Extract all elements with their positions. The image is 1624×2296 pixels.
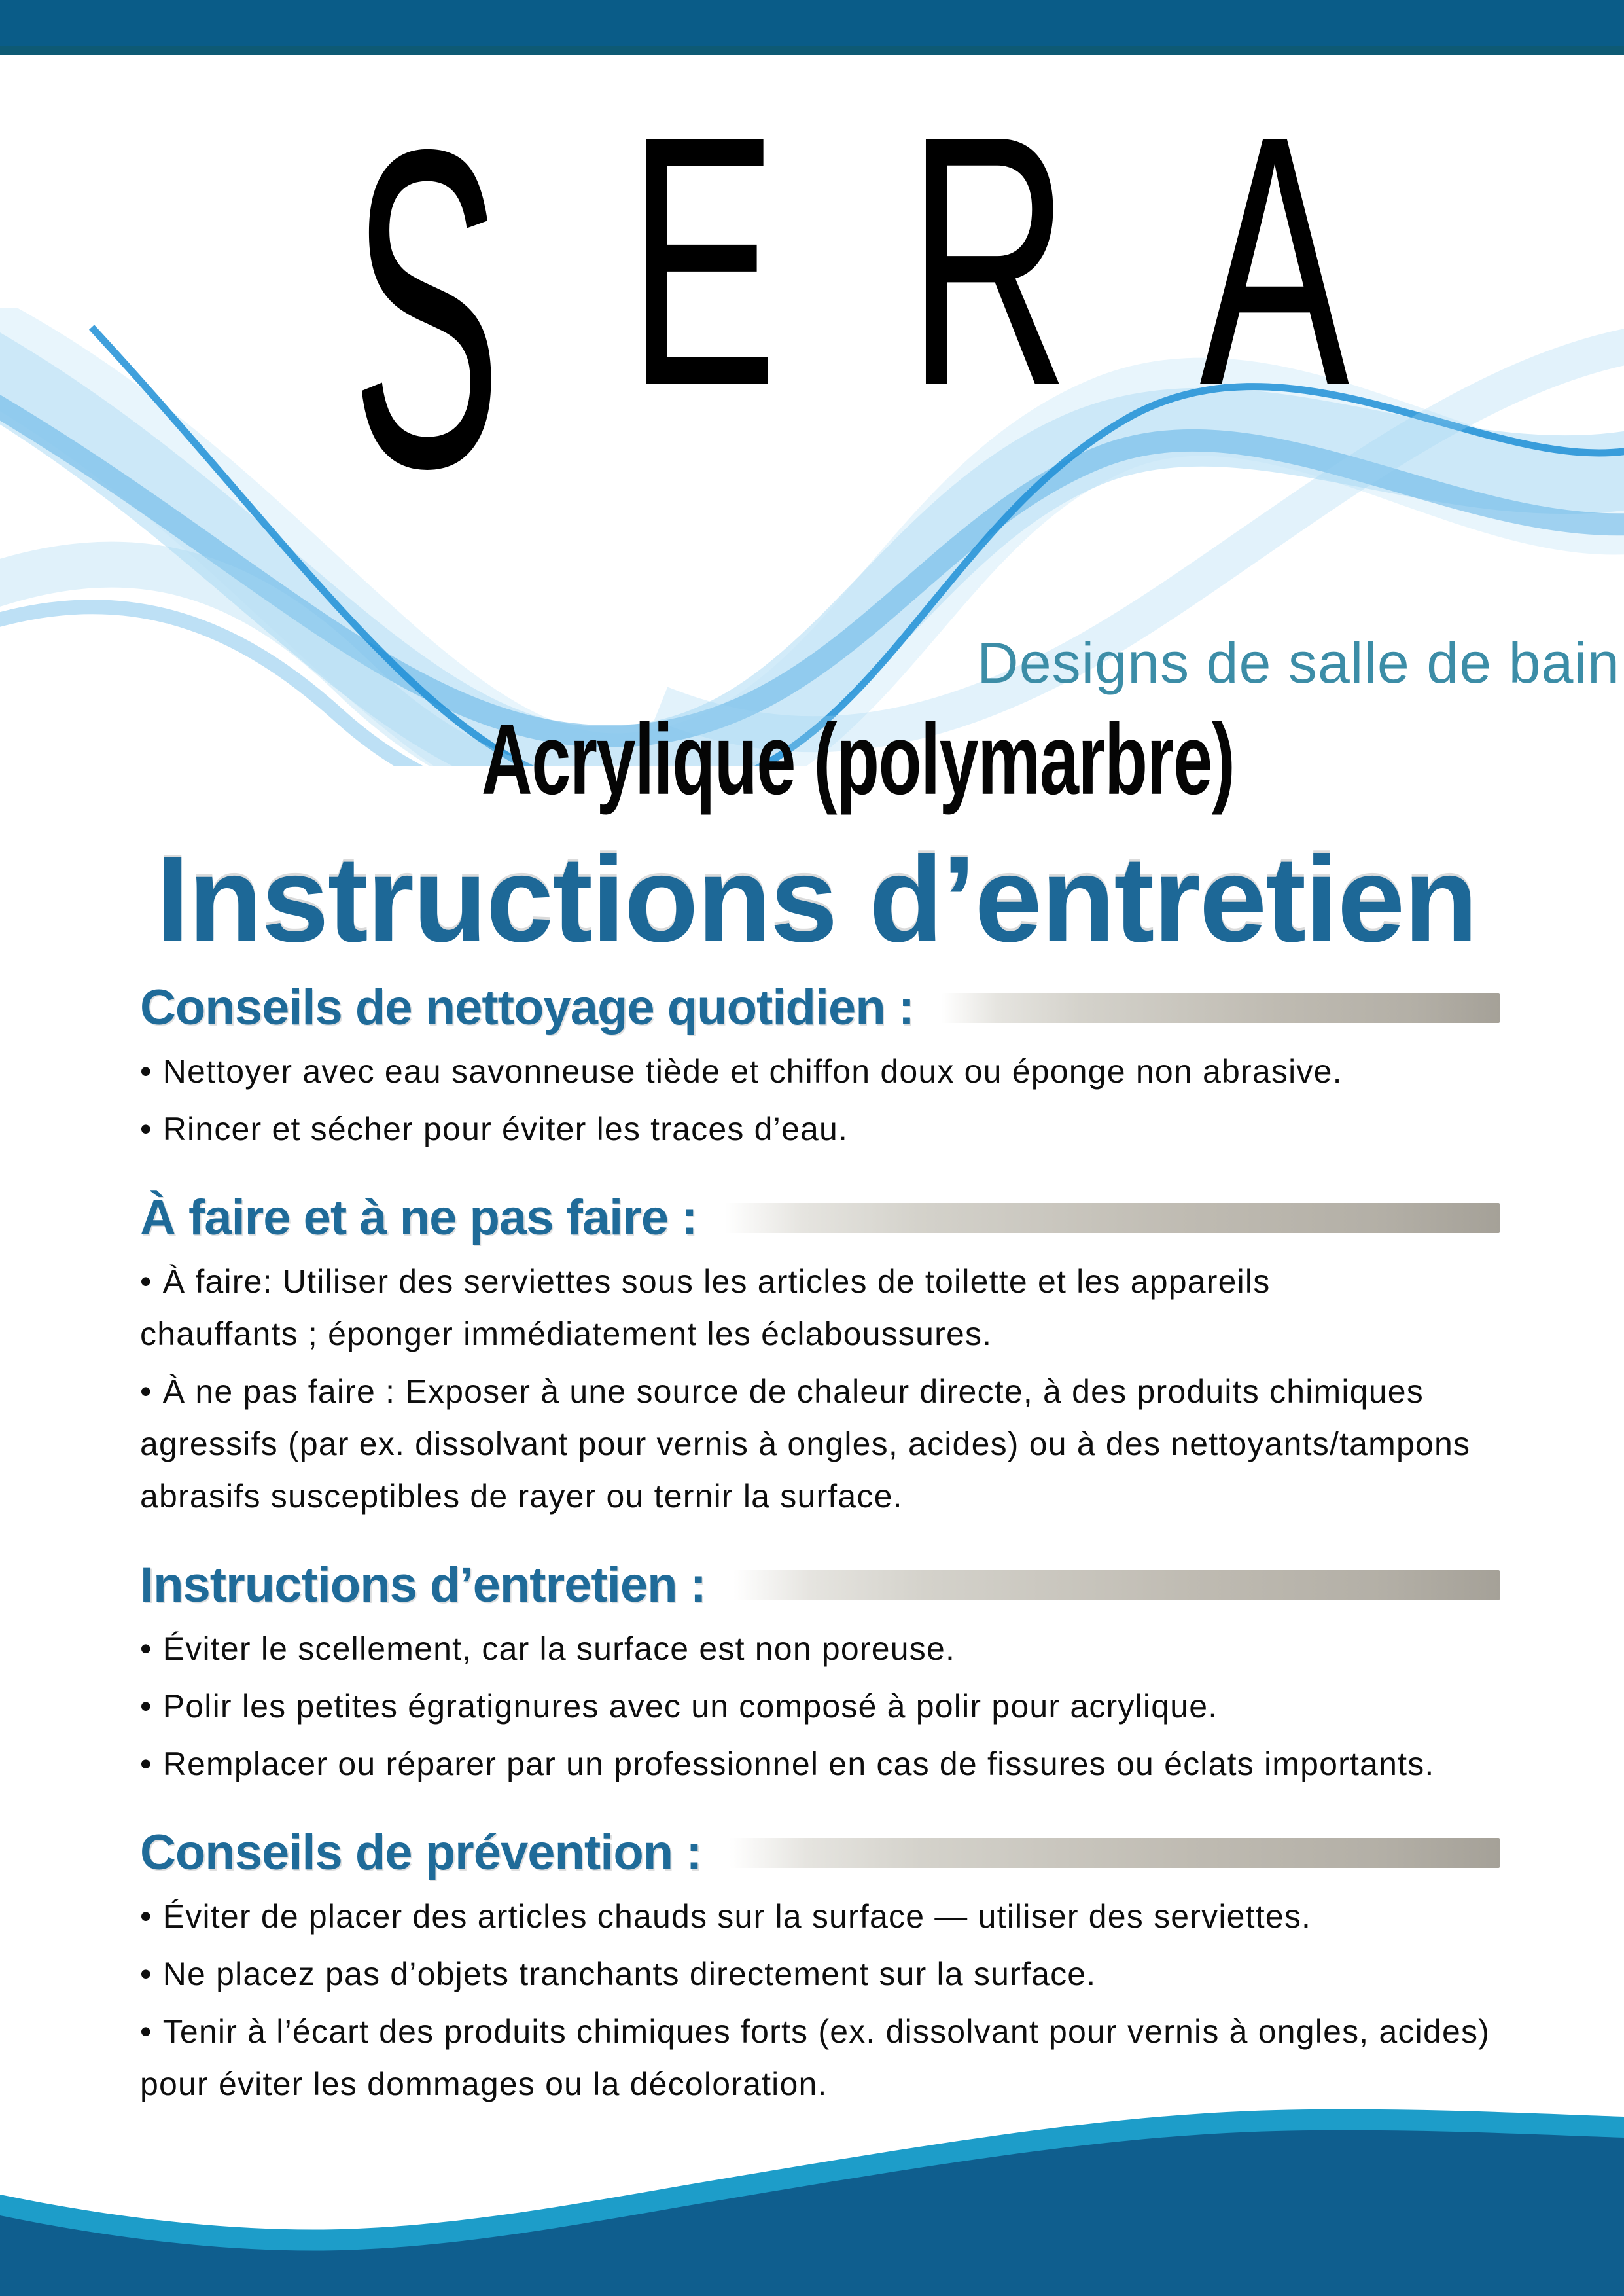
brand-tagline: Designs de salle de bain: [977, 630, 1620, 695]
bullet-line: [140, 2005, 1598, 2058]
heading-rule: [725, 1203, 1500, 1233]
bullet-text: Remplacer ou réparer par un professionnel en cas de fissures ou éclats importants.: [162, 1746, 1435, 1782]
bullet-icon: •: [140, 2013, 152, 2050]
care-instructions: [140, 979, 1598, 2110]
bullet-icon: •: [140, 1053, 152, 1090]
top-accent-bar: [0, 0, 1624, 55]
bullet-line: [140, 1623, 1598, 1675]
section-heading: Conseils de prévention :: [140, 1825, 702, 1880]
bullet-text: Ne placez pas d’objets tranchants directement sur la surface.: [162, 1956, 1097, 1992]
section-heading-row: [140, 1189, 1598, 1246]
bullet-line: [140, 1045, 1598, 1098]
section-heading: À faire et à ne pas faire :: [140, 1190, 697, 1246]
heading-rule: [733, 1570, 1500, 1600]
bullet-continuation-line: [140, 1418, 1598, 1470]
bullet-icon: •: [140, 1263, 152, 1300]
material-subtitle-text: Acrylique (polymarbre): [481, 703, 1235, 816]
page-title: Instructions d’entretien: [156, 832, 1477, 967]
bullet-text: abrasifs susceptibles de rayer ou ternir la surface.: [140, 1478, 903, 1515]
bullet-continuation-line: [140, 1308, 1598, 1360]
bullet-text: Éviter de placer des articles chauds sur la surface — utiliser des serviettes.: [162, 1898, 1312, 1935]
logo-letter-s: S: [351, 56, 502, 562]
bullet-text: Éviter le scellement, car la surface est non poreuse.: [162, 1630, 956, 1667]
bullet-continuation-line: [140, 1470, 1598, 1522]
bullet-icon: •: [140, 1630, 152, 1667]
bullet-icon: •: [140, 1688, 152, 1725]
bullet-line: [140, 1738, 1598, 1790]
bullet-text: pour éviter les dommages ou la décoloration.: [140, 2066, 828, 2102]
material-subtitle: [0, 702, 1624, 815]
brand-logo: [308, 56, 1394, 562]
logo-letter-e: E: [627, 62, 778, 460]
bullet-icon: •: [140, 1898, 152, 1935]
bullet-line: [140, 1255, 1598, 1308]
heading-rule: [942, 993, 1500, 1023]
bullet-line: [140, 1680, 1598, 1732]
bullet-line: [140, 1948, 1598, 2000]
bullet-text: À ne pas faire : Exposer à une source de chaleur directe, à des produits chimiques: [162, 1373, 1424, 1410]
logo-letter-r: R: [908, 62, 1070, 460]
bullet-text: Nettoyer avec eau savonneuse tiède et chiffon doux ou éponge non abrasive.: [162, 1053, 1343, 1090]
bullet-text: agressifs (par ex. dissolvant pour vernis à ongles, acides) ou à des nettoyants/tampons: [140, 1426, 1471, 1462]
logo-letter-a: A: [1199, 62, 1350, 460]
bullet-text: Tenir à l’écart des produits chimiques forts (ex. dissolvant pour vernis à ongles, acides): [162, 2013, 1491, 2050]
bullet-line: [140, 1890, 1598, 1943]
section-heading-row: [140, 1556, 1598, 1613]
bullet-text: chauffants ; éponger immédiatement les éclaboussures.: [140, 1316, 993, 1352]
bullet-continuation-line: [140, 2058, 1598, 2110]
bullet-text: Rincer et sécher pour éviter les traces d’eau.: [162, 1111, 849, 1147]
section-heading: Instructions d’entretien :: [140, 1557, 706, 1613]
bullet-text: Polir les petites égratignures avec un composé à polir pour acrylique.: [162, 1688, 1218, 1725]
section-a-faire: [140, 1189, 1598, 1522]
bullet-icon: •: [140, 1373, 152, 1410]
heading-rule: [730, 1838, 1500, 1868]
section-instructions-entretien: [140, 1556, 1598, 1790]
bullet-icon: •: [140, 1956, 152, 1992]
bullet-line: [140, 1365, 1598, 1418]
bullet-icon: •: [140, 1746, 152, 1782]
section-heading: Conseils de nettoyage quotidien :: [140, 980, 915, 1035]
section-conseils-prevention: [140, 1824, 1598, 2110]
section-heading-row: [140, 1824, 1598, 1881]
section-heading-row: [140, 979, 1598, 1036]
bullet-line: [140, 1103, 1598, 1155]
bullet-text: À faire: Utiliser des serviettes sous les articles de toilette et les appareils: [162, 1263, 1271, 1300]
section-conseils-nettoyage: [140, 979, 1598, 1155]
bullet-icon: •: [140, 1111, 152, 1147]
